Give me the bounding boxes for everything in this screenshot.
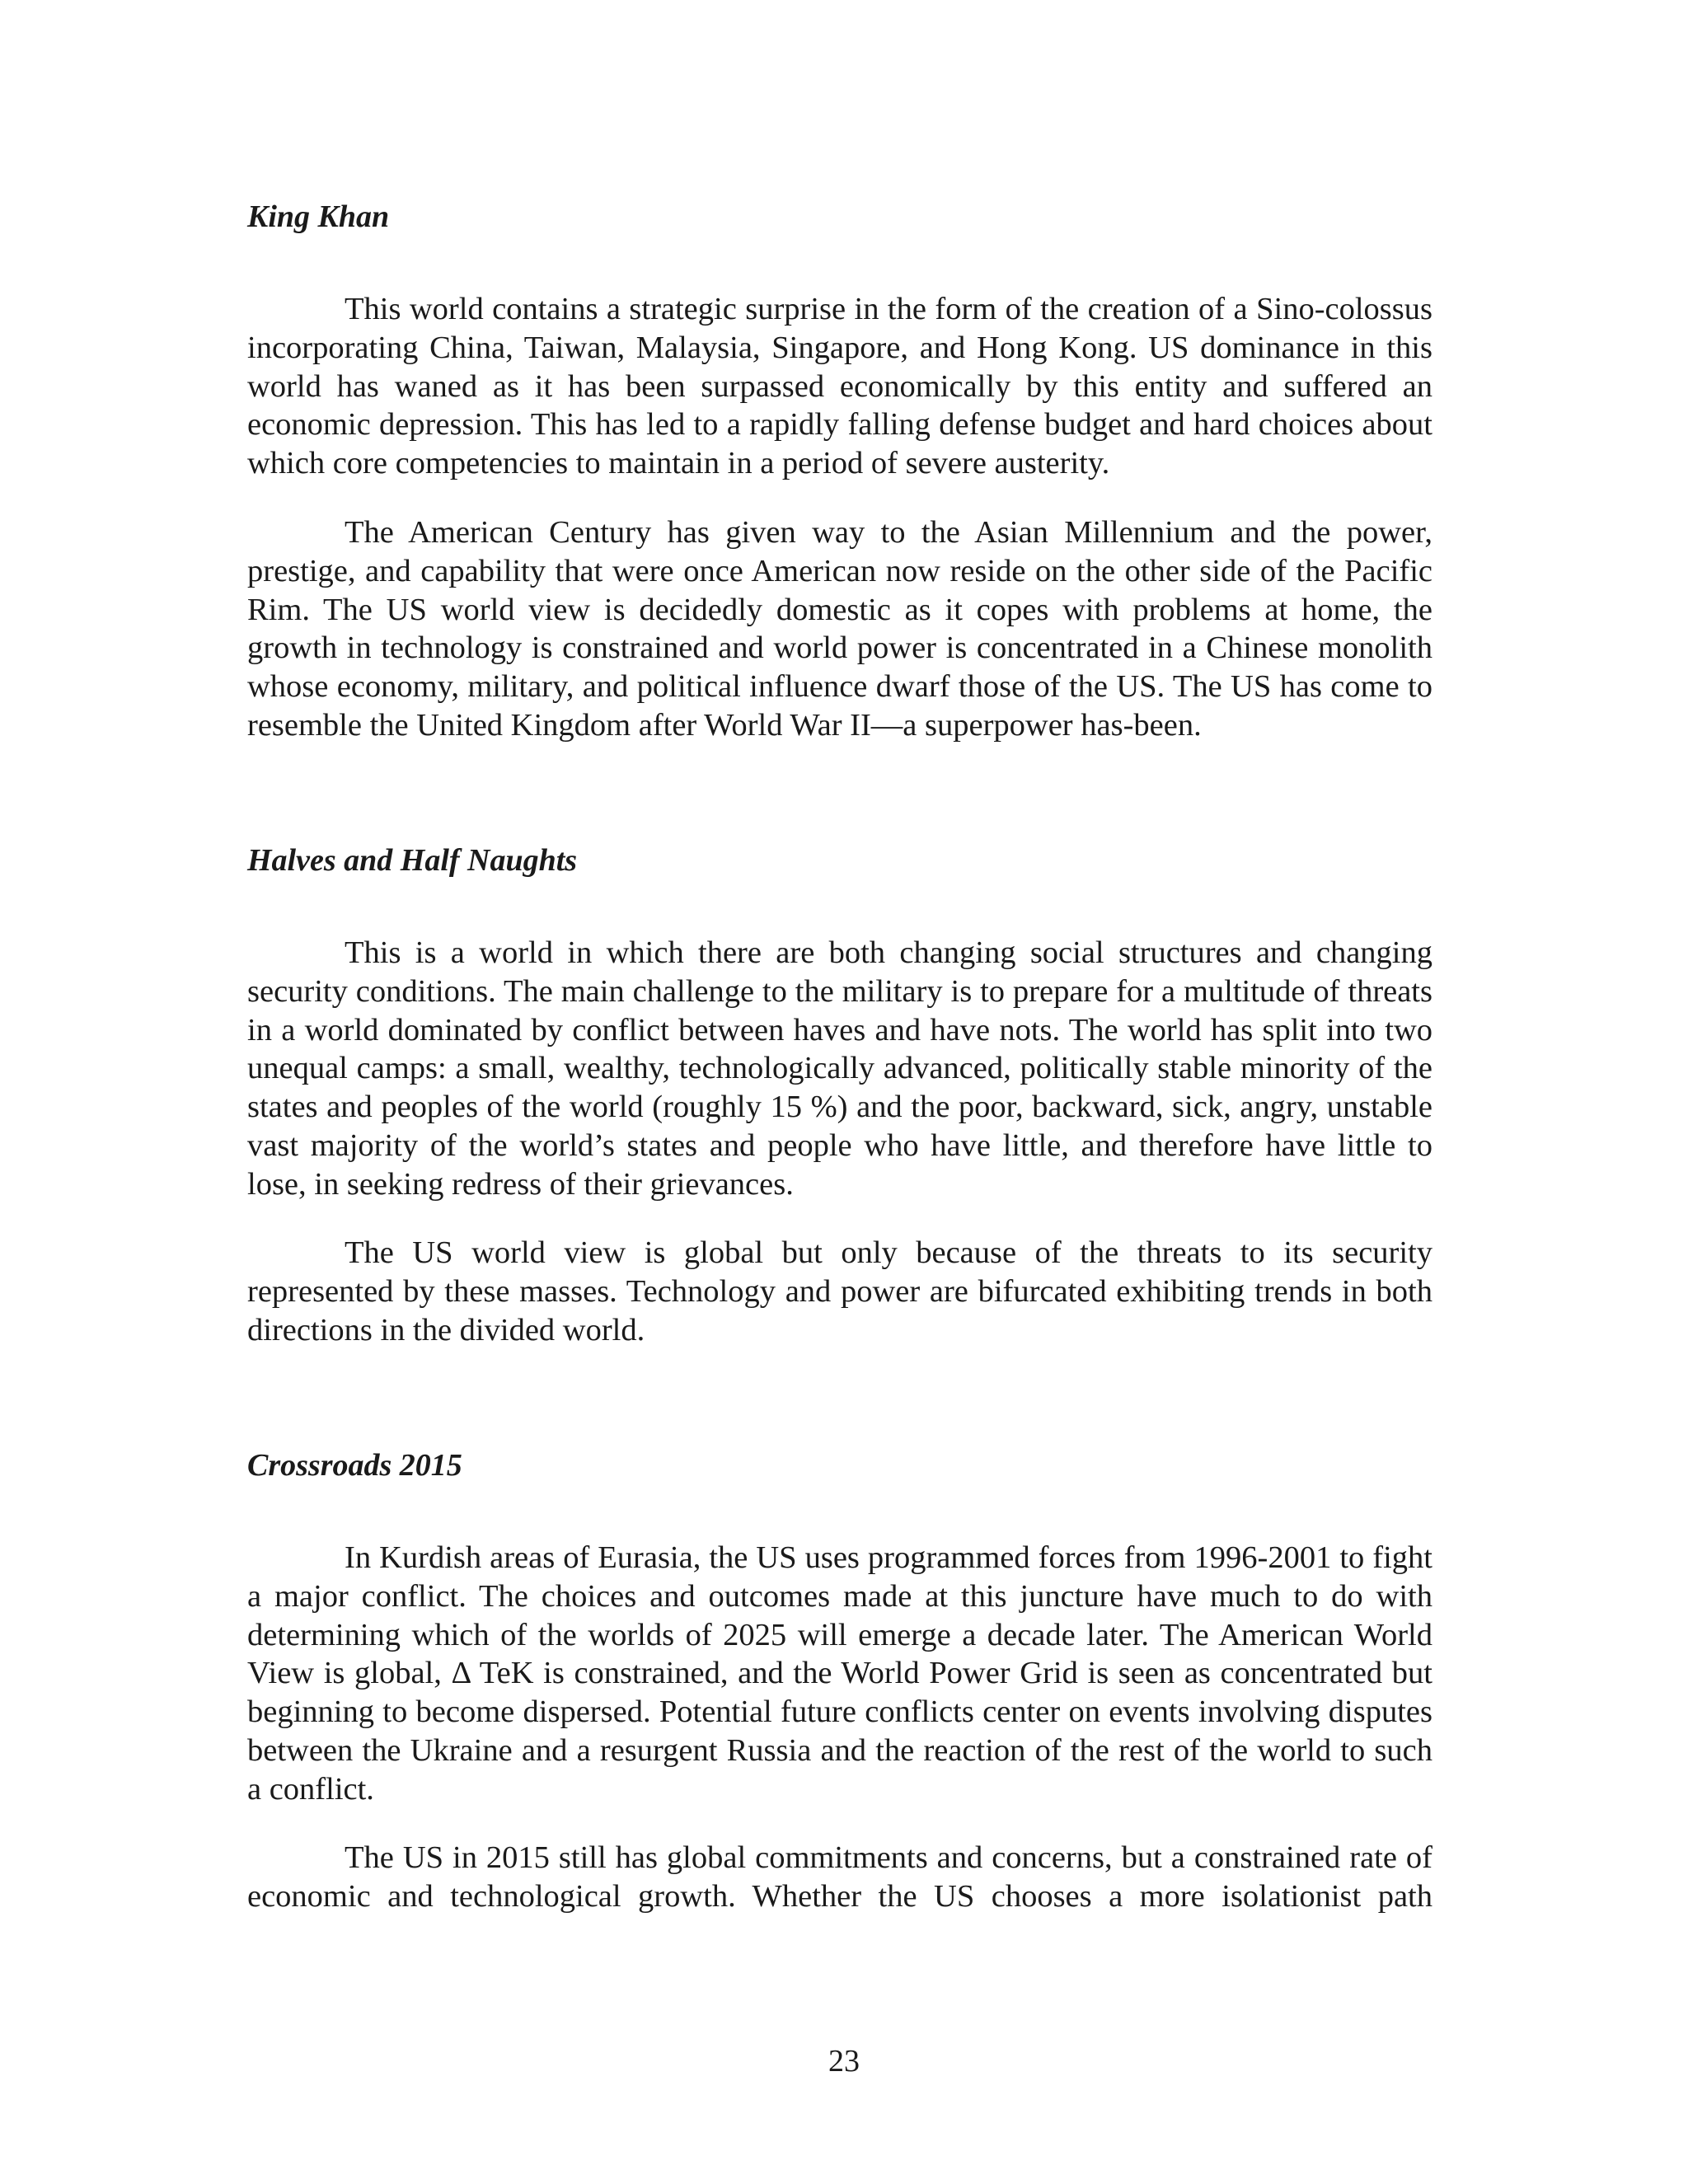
section-heading-crossroads-2015: Crossroads 2015 bbox=[247, 1448, 462, 1483]
paragraph-halves-1: This is a world in which there are both changing social structures and changing security conditions. The main challenge to the military is to prepare for a multitude of threats in a world dominated by conflict between haves and have nots. The world has split into two unequal camps: a small, wealthy, technologically advanced, politically stable minority of the states and peoples of the world (roughly 15 %) and the poor, backward, sick, angry, unstable vast majority of the world’s states and people who have little, and therefore have little to lose, in seeking redress of their grievances. bbox=[247, 935, 1432, 1202]
section-heading-king-khan: King Khan bbox=[247, 199, 390, 234]
paragraph-king-khan-2: The American Century has given way to the Asian Millennium and the power, prestige, and capability that were once American now reside on the other side of the Pacific Rim. The US world view is decidedly domestic as it copes with problems at home, the growth in technology is constrained and world power is concentrated in a Chinese monolith whose economy, military, and political influence dwarf those of the US. The US has come to resemble the United Kingdom after World War II—a superpower has-been. bbox=[247, 515, 1432, 743]
paragraph-king-khan-1: This world contains a strategic surprise in the form of the creation of a Sino-colossus incorporating China, Taiwan, Malaysia, Singapore, and Hong Kong. US dominance in this world has waned as it has been surpassed economically by this entity and suffered an economic depression. This has led to a rapidly falling defense budget and hard choices about which core competencies to maintain in a period of severe austerity. bbox=[247, 292, 1432, 481]
page-number: 23 bbox=[828, 2044, 860, 2079]
paragraph-crossroads-2: The US in 2015 still has global commitments and concerns, but a constrained rate of economic and technological growth. Whether the US chooses a more isolationist path bbox=[247, 1840, 1432, 1914]
paragraph-halves-2: The US world view is global but only because of the threats to its security represented by these masses. Technology and power are bifurcated exhibiting trends in both directions in the divided world. bbox=[247, 1235, 1432, 1347]
paragraph-crossroads-1: In Kurdish areas of Eurasia, the US uses programmed forces from 1996-2001 to fight a major conflict. The choices and outcomes made at this juncture have much to do with determining which of the worlds of 2025 will emerge a decade later. The American World View is global, Δ TeK is constrained, and the World Power Grid is seen as concentrated but beginning to become dispersed. Potential future conflicts center on events involving disputes between the Ukraine and a resurgent Russia and the reaction of the rest of the world to such a conflict. bbox=[247, 1540, 1432, 1807]
section-heading-halves-and-half-naughts: Halves and Half Naughts bbox=[247, 843, 578, 878]
